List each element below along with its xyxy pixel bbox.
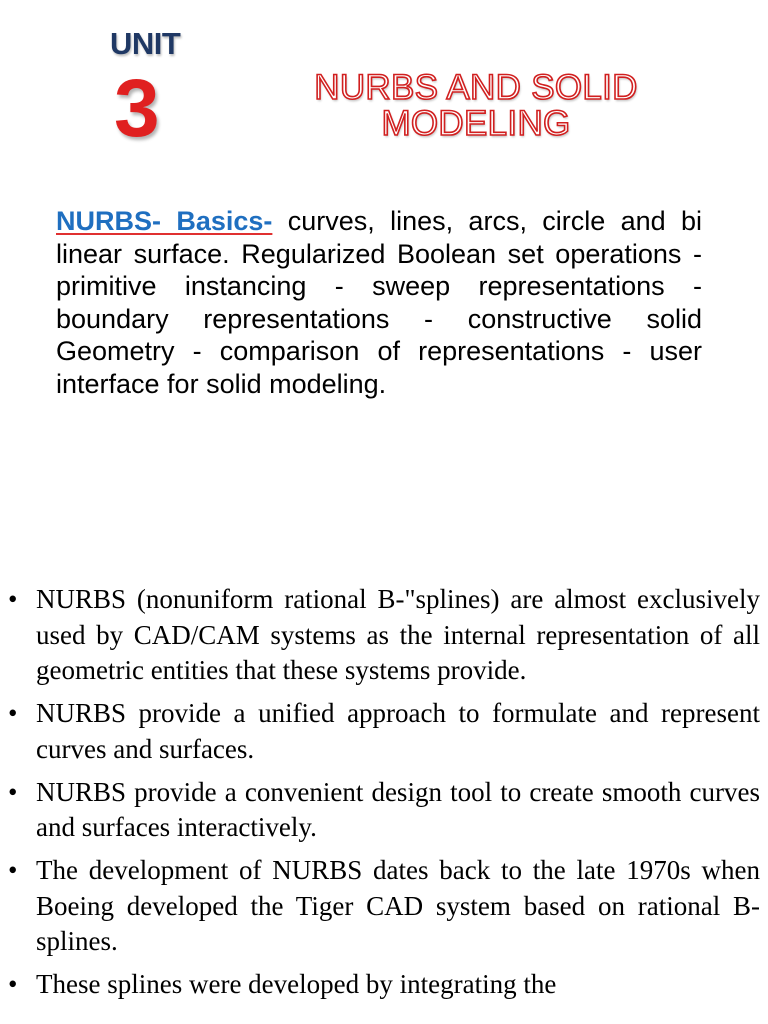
bullet-list xyxy=(8,582,760,1010)
list-item-text: NURBS (nonuniform rational B-"splines) are almost exclusively used by CAD/CAM systems as the internal representation of all geometric entities that these systems provide. xyxy=(36,584,760,685)
syllabus-paragraph xyxy=(56,205,702,400)
bullet-icon: • xyxy=(8,969,18,999)
list-item-text: These splines were developed by integrating the xyxy=(36,969,557,999)
list-item-text: The development of NURBS dates back to the late 1970s when Boeing developed the Tiger CAD system based on rational B-splines. xyxy=(36,855,760,956)
syllabus-lead: NURBS- Basics- xyxy=(56,206,273,236)
page-title-line-1: NURBS AND SOLID xyxy=(314,68,638,107)
page-title-line-2: MODELING xyxy=(381,104,571,143)
bullet-icon: • xyxy=(8,698,18,728)
list-item xyxy=(8,696,760,767)
bullet-icon: • xyxy=(8,855,18,885)
list-item-text: NURBS provide a unified approach to formulate and represent curves and surfaces. xyxy=(36,698,760,764)
unit-number: 3 xyxy=(114,63,160,154)
list-item xyxy=(8,853,760,960)
bullet-icon: • xyxy=(8,776,18,807)
list-item xyxy=(8,775,760,846)
bullet-icon: • xyxy=(8,584,18,614)
syllabus-text: curves, lines, arcs, circle and bi linear surface. Regularized Boolean set operations - primitive instancing - sweep representations - boundary representations - constructive solid Geometry - comparison of representations - user interface for solid modeling. xyxy=(56,206,702,399)
list-item-text: NURBS provide a convenient design tool to create smooth curves and surfaces interactively. xyxy=(36,776,760,842)
list-item xyxy=(8,582,760,689)
page-title xyxy=(296,70,656,142)
list-item xyxy=(8,967,760,1003)
unit-label: UNIT xyxy=(110,26,181,61)
